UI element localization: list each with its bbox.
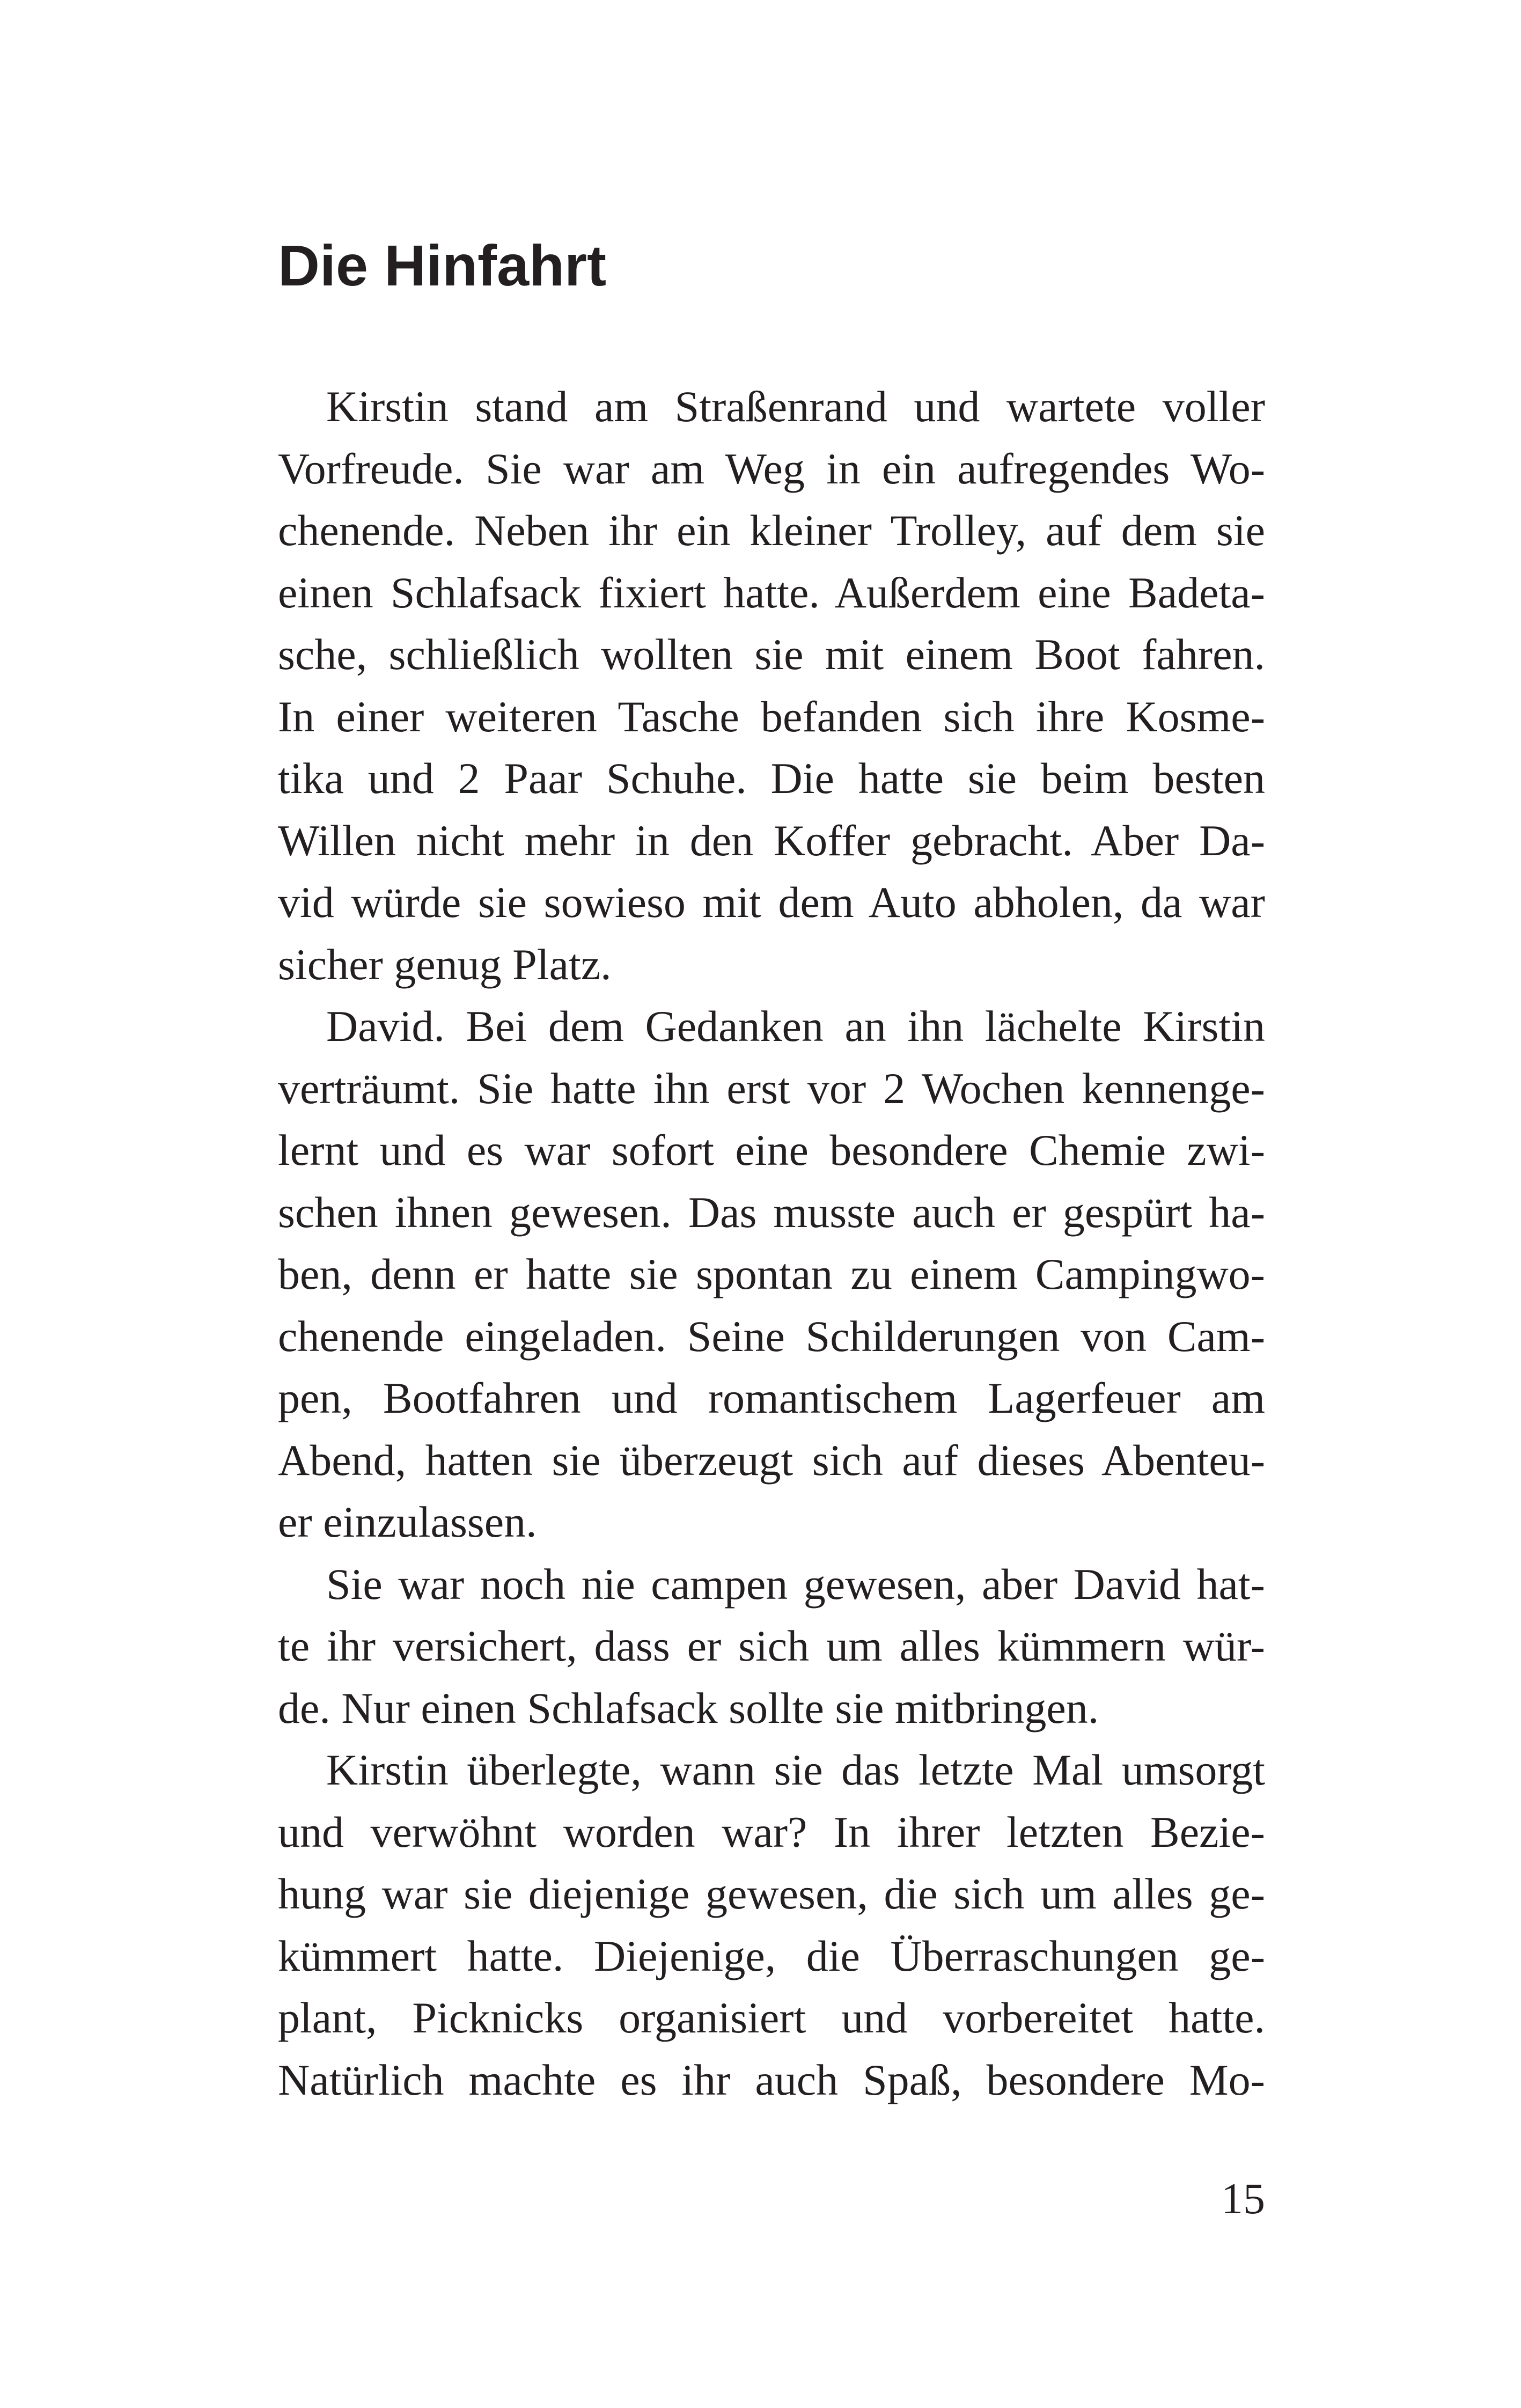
text-line: chenende. Neben ihr ein kleiner Trolley, auf dem sie [278,506,1265,555]
text-line: David. Bei dem Gedanken an ihn lächelte Kirstin [326,1002,1265,1051]
text-line: verträumt. Sie hatte ihn erst vor 2 Wochen kennenge- [278,1063,1265,1113]
text-line: de. Nur einen Schlafsack sollte sie mitbringen. [278,1683,1099,1732]
text-line: plant, Picknicks organisiert und vorbereitet hatte. [278,1993,1265,2042]
text-line: Kirstin stand am Straßenrand und wartete voller [326,382,1265,431]
text-line: chenende eingeladen. Seine Schilderungen von Cam- [278,1311,1265,1361]
chapter-title: Die Hinfahrt [278,233,607,298]
text-line: hung war sie diejenige gewesen, die sich um alles ge- [278,1869,1265,1918]
text-line: schen ihnen gewesen. Das musste auch er gespürt ha- [278,1187,1265,1237]
text-line: Natürlich machte es ihr auch Spaß, besondere Mo- [278,2055,1265,2104]
text-line: Willen nicht mehr in den Koffer gebracht. Aber Da- [278,816,1265,865]
text-line: vid würde sie sowieso mit dem Auto abholen, da war [278,878,1265,927]
text-line: Kirstin überlegte, wann sie das letzte Mal umsorgt [326,1745,1265,1794]
text-line: und verwöhnt worden war? In ihrer letzten Bezie- [278,1807,1265,1856]
text-line: lernt und es war sofort eine besondere Chemie zwi- [278,1126,1265,1174]
text-line: sicher genug Platz. [278,939,612,989]
text-line: te ihr versichert, dass er sich um alles kümmern wür- [278,1621,1265,1670]
text-line: In einer weiteren Tasche befanden sich ihre Kosme- [278,692,1265,741]
text-line: einen Schlafsack fixiert hatte. Außerdem eine Badeta- [278,568,1265,617]
text-line: er einzulassen. [278,1497,537,1546]
page-number: 15 [1221,2174,1265,2223]
text-line: sche, schließlich wollten sie mit einem Boot fahren. [278,630,1265,679]
text-line: Abend, hatten sie überzeugt sich auf dieses Abenteu- [278,1435,1265,1485]
text-line: ben, denn er hatte sie spontan zu einem Campingwo- [278,1250,1265,1298]
text-line: kümmert hatte. Diejenige, die Überraschungen ge- [278,1931,1265,1980]
text-line: Sie war noch nie campen gewesen, aber David hat- [326,1559,1265,1609]
text-line: tika und 2 Paar Schuhe. Die hatte sie beim besten [278,754,1265,803]
text-line: Vorfreude. Sie war am Weg in ein aufregendes Wo- [278,444,1265,493]
chapter-body [278,376,1265,2111]
text-line: pen, Bootfahren und romantischem Lagerfeuer am [278,1374,1265,1422]
